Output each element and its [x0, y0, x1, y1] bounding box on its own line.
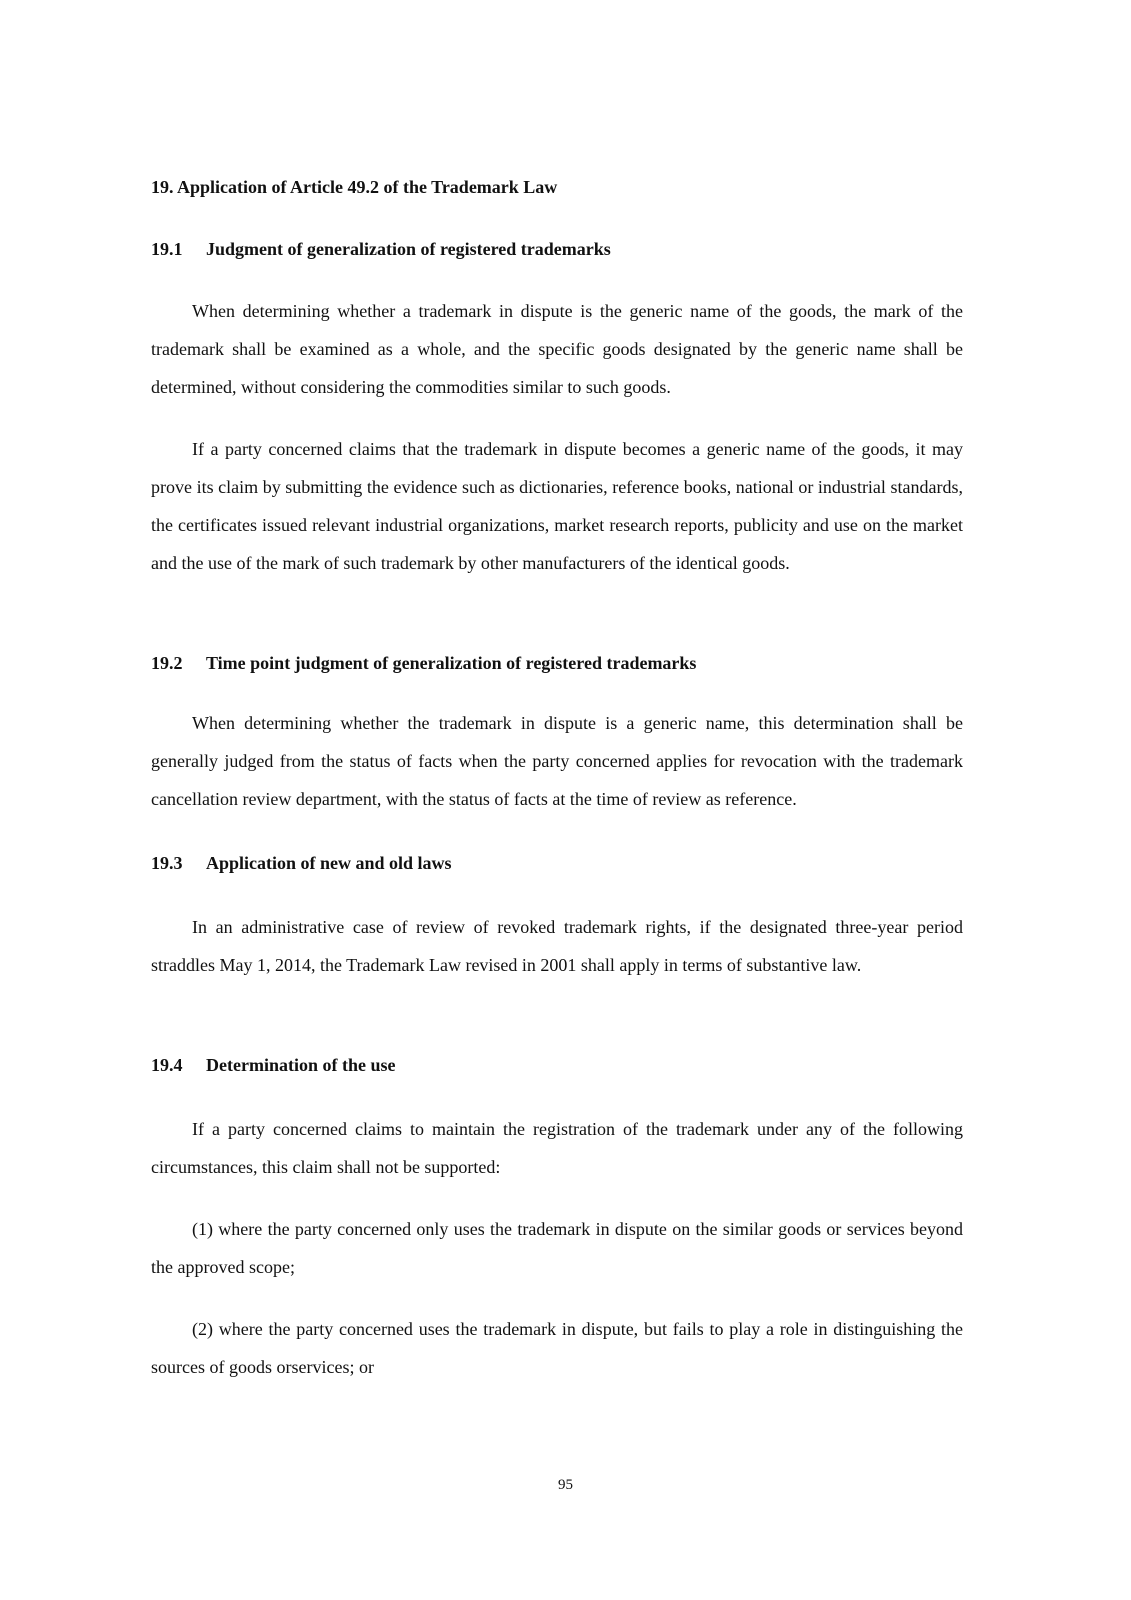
- subsection-title: Judgment of generalization of registered trademarks: [206, 239, 611, 259]
- paragraph: If a party concerned claims that the trademark in dispute becomes a generic name of the goods, it may prove its claim by submitting the evidence such as dictionaries, reference books, national or industrial standards, the certificates issued relevant industrial organizations, market research reports, publicity and use on the market and the use of the mark of such trademark by other manufacturers of the identical goods.: [151, 439, 963, 573]
- subsection-number: 19.3: [151, 853, 183, 873]
- subsection-heading-19-3: [151, 852, 452, 874]
- subsection-number: 19.4: [151, 1055, 183, 1075]
- section-title: 19. Application of Article 49.2 of the Trademark Law: [151, 177, 558, 197]
- page-number: 95: [558, 1477, 573, 1493]
- subsection-heading-19-1: [151, 238, 611, 260]
- paragraph: If a party concerned claims to maintain the registration of the trademark under any of the following circumstances, this claim shall not be supported:: [151, 1119, 963, 1177]
- subsection-heading-19-4: [151, 1054, 395, 1076]
- list-item: (1) where the party concerned only uses the trademark in dispute on the similar goods or services beyond the approved scope;: [151, 1219, 963, 1277]
- paragraph: When determining whether a trademark in dispute is the generic name of the goods, the mark of the trademark shall be examined as a whole, and the specific goods designated by the generic name shall be determined, without considering the commodities similar to such goods.: [151, 301, 963, 397]
- paragraph: In an administrative case of review of revoked trademark rights, if the designated three-year period straddles May 1, 2014, the Trademark Law revised in 2001 shall apply in terms of substantive law.: [151, 917, 963, 975]
- list-item: (2) where the party concerned uses the trademark in dispute, but fails to play a role in distinguishing the sources of goods orservices; or: [151, 1319, 963, 1377]
- subsection-number: 19.1: [151, 239, 183, 259]
- subsection-title: Time point judgment of generalization of registered trademarks: [206, 653, 697, 673]
- subsection-heading-19-2: [151, 652, 696, 674]
- subsection-number: 19.2: [151, 653, 183, 673]
- paragraph: When determining whether the trademark in dispute is a generic name, this determination shall be generally judged from the status of facts when the party concerned applies for revocation with the trademark cancellation review department, with the status of facts at the time of review as reference.: [151, 713, 963, 809]
- subsection-title: Determination of the use: [206, 1055, 396, 1075]
- subsection-title: Application of new and old laws: [206, 853, 452, 873]
